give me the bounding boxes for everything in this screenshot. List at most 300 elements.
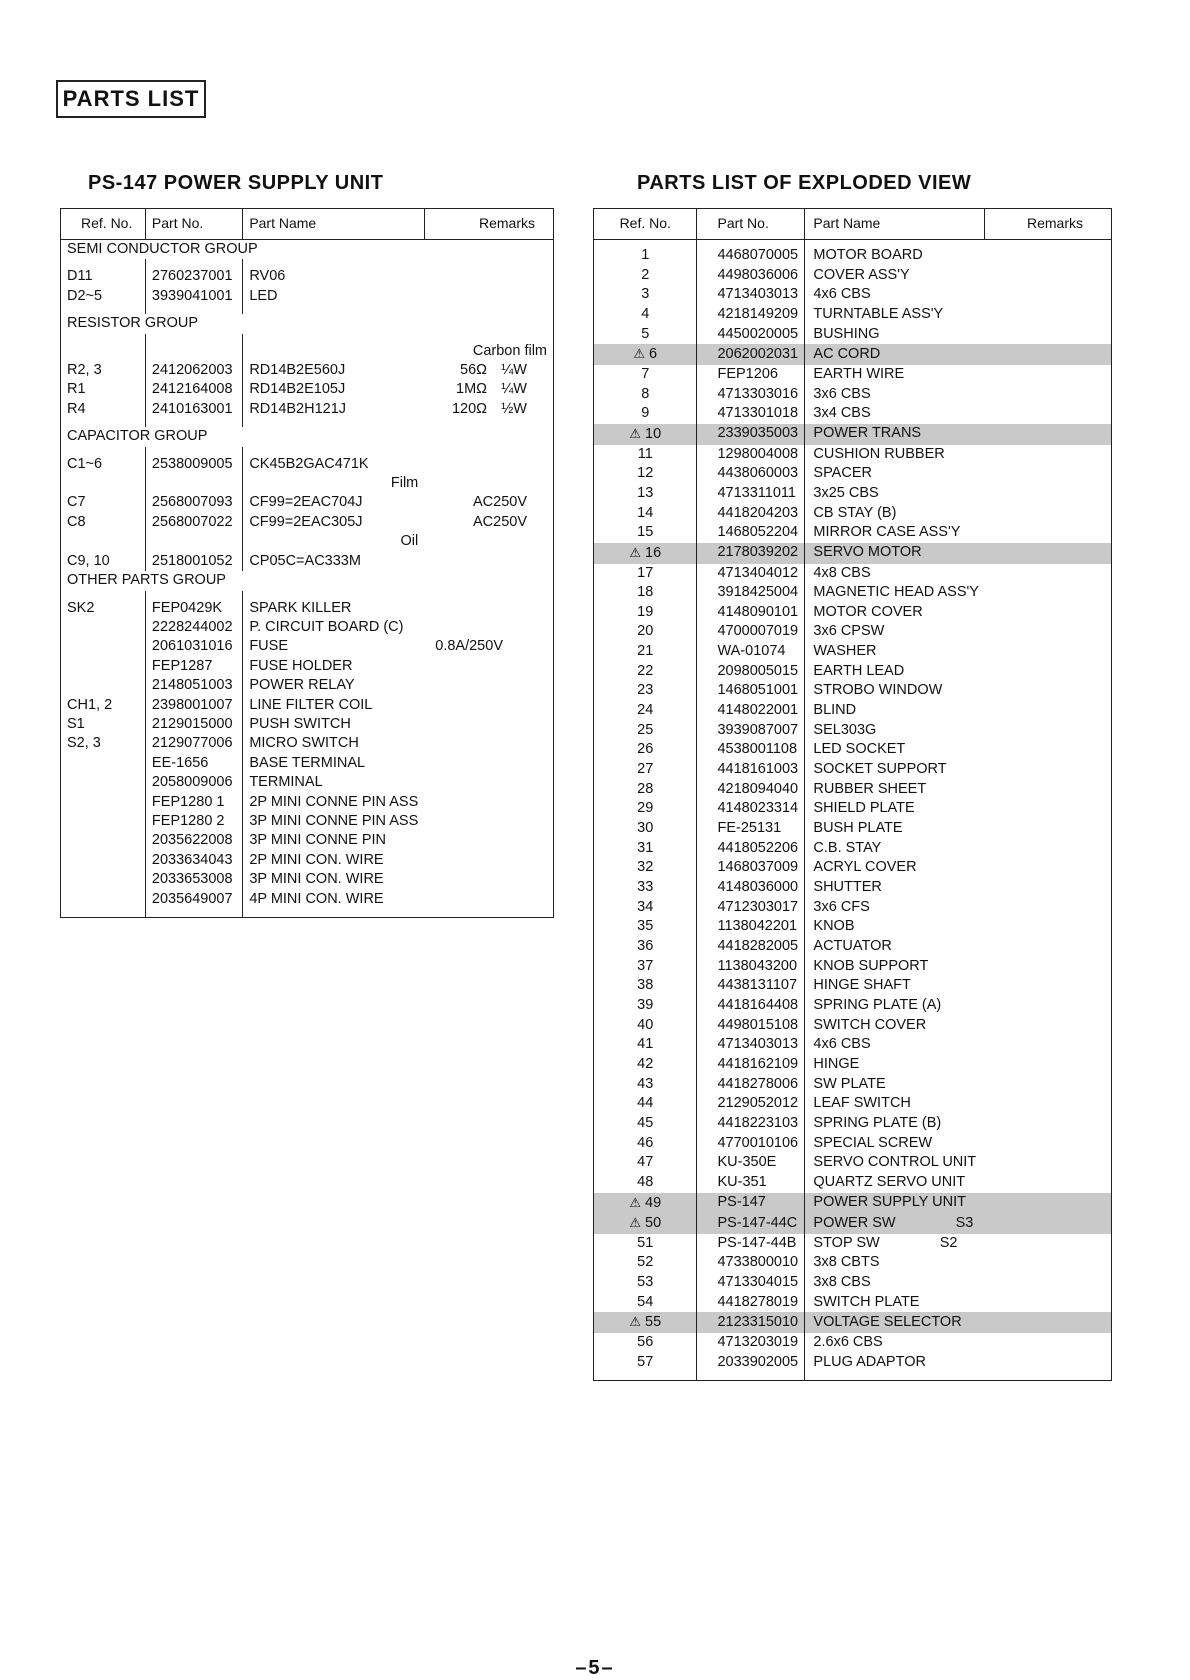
- part-no: 4713304015: [697, 1273, 805, 1293]
- part-no: 2568007093: [145, 493, 242, 512]
- part-no: 4713403013: [697, 1035, 805, 1055]
- part-name: LED: [243, 287, 424, 306]
- part-no: FEP1280 2: [145, 812, 242, 831]
- part-name: [805, 1016, 985, 1036]
- table-row: [61, 493, 554, 512]
- spacer-cell: [145, 447, 242, 455]
- part-name-value: RUBBER SHEET: [813, 780, 927, 797]
- table-row: [61, 455, 554, 474]
- part-no: 2339035003: [697, 424, 805, 445]
- part-name: [805, 662, 985, 682]
- ref-no: [594, 1213, 697, 1234]
- part-name: [805, 484, 985, 504]
- part-no: 2410163001: [145, 400, 242, 419]
- table-row: [61, 696, 554, 715]
- remarks: [424, 493, 553, 512]
- ref-no-value: 31: [637, 839, 654, 856]
- ref-no: [61, 793, 146, 812]
- table-row: [594, 305, 1112, 325]
- part-no: 4700007019: [697, 622, 805, 642]
- part-name-value: MOTOR BOARD: [813, 247, 923, 263]
- spacer-row: [61, 447, 554, 455]
- part-name: [805, 1075, 985, 1095]
- table-row: [594, 1193, 1112, 1214]
- spacer-cell: [61, 447, 146, 455]
- ref-no: [594, 957, 697, 977]
- safety-warning-icon: ⚠: [633, 346, 646, 362]
- ref-no-value: 30: [637, 820, 654, 837]
- part-no: 3918425004: [697, 583, 805, 603]
- spacer-cell: [424, 334, 553, 342]
- part-no: EE-1656: [145, 754, 242, 773]
- table-row: [594, 543, 1112, 564]
- part-no: 2035649007: [145, 890, 242, 909]
- part-name: [805, 839, 985, 859]
- part-name-value: 3x4 CBS: [813, 405, 871, 422]
- spacer-cell: [145, 259, 242, 267]
- part-name-value: SERVO CONTROL UNIT: [813, 1154, 977, 1171]
- remarks: [985, 799, 1112, 819]
- part-name-value: SOCKET SUPPORT: [813, 761, 947, 778]
- part-no: 4148090101: [697, 603, 805, 623]
- part-name: TERMINAL: [243, 773, 424, 792]
- table-row: [594, 1273, 1112, 1293]
- ref-no: [61, 851, 146, 870]
- table-row: [594, 1234, 1112, 1254]
- part-name: [805, 622, 985, 642]
- part-name: [805, 760, 985, 780]
- ref-no: [594, 1094, 697, 1114]
- table-row: [594, 240, 1112, 266]
- ref-no: [594, 1016, 697, 1036]
- remarks: [985, 305, 1112, 325]
- part-no: 4713203019: [697, 1333, 805, 1353]
- remarks: [985, 1173, 1112, 1193]
- part-no: PS-147-44C: [697, 1213, 805, 1234]
- spacer-cell: [145, 909, 242, 918]
- part-no: 4148036000: [697, 878, 805, 898]
- ref-no-value: 32: [637, 859, 654, 876]
- ps147-parts-table: [60, 208, 554, 918]
- remarks: [985, 240, 1112, 266]
- part-name-value: 4x8 CBS: [813, 564, 871, 581]
- remarks: [985, 564, 1112, 584]
- table-row: [594, 799, 1112, 819]
- ref-no: [594, 898, 697, 918]
- ref-no: [594, 404, 697, 424]
- remarks: [424, 618, 553, 637]
- ref-no: [594, 799, 697, 819]
- table-row: [594, 721, 1112, 741]
- part-name: [805, 996, 985, 1016]
- remarks: [985, 285, 1112, 305]
- remarks: [985, 385, 1112, 405]
- remarks: [985, 858, 1112, 878]
- ref-no: [594, 760, 697, 780]
- ref-no: [594, 543, 697, 564]
- wattage: ¼W: [501, 362, 527, 379]
- part-no: 4498015108: [697, 1016, 805, 1036]
- part-name-value: BLIND: [813, 702, 857, 719]
- part-name: [805, 603, 985, 623]
- ref-no-value: 39: [637, 996, 654, 1013]
- col-part-name: Part Name: [243, 209, 424, 240]
- ps147-section-title: PS-147 POWER SUPPLY UNIT: [88, 172, 384, 194]
- part-no: 4713303016: [697, 385, 805, 405]
- part-name: [805, 681, 985, 701]
- spacer-cell: [145, 306, 242, 314]
- part-no: KU-350E: [697, 1153, 805, 1173]
- remarks: [985, 937, 1112, 957]
- table-row: [61, 831, 554, 850]
- part-no: 1138043200: [697, 957, 805, 977]
- ref-no-value: 42: [637, 1055, 654, 1072]
- remarks: [424, 267, 553, 286]
- part-no: 4418204203: [697, 504, 805, 524]
- ref-no: S2, 3: [67, 735, 101, 752]
- table-row: [61, 890, 554, 909]
- remarks: [424, 754, 553, 773]
- table-row: [594, 523, 1112, 543]
- remarks: [985, 1114, 1112, 1134]
- table-row: [594, 878, 1112, 898]
- table-row: [61, 267, 554, 286]
- ref-no-value: 7: [641, 365, 650, 382]
- part-no: 2058009006: [145, 773, 242, 792]
- part-name: [805, 898, 985, 918]
- ref-no: [594, 858, 697, 878]
- part-no: 4418052206: [697, 839, 805, 859]
- table-row: [61, 773, 554, 792]
- ref-no: SK2: [67, 599, 95, 616]
- ref-no-value: 48: [637, 1173, 654, 1190]
- part-no: 1468052204: [697, 523, 805, 543]
- ref-no: [594, 385, 697, 405]
- switch-designator: S2: [939, 1234, 958, 1251]
- spacer-cell: [243, 419, 424, 427]
- remarks: [424, 715, 553, 734]
- ref-no: [594, 917, 697, 937]
- part-no: 2760237001: [145, 267, 242, 286]
- part-name: [805, 937, 985, 957]
- ref-no-value: 25: [637, 721, 654, 738]
- remarks: [424, 793, 553, 812]
- remarks: [985, 1094, 1112, 1114]
- part-name: [805, 878, 985, 898]
- remarks: [424, 890, 553, 909]
- part-no: 4713403013: [697, 285, 805, 305]
- ref-no: R2, 3: [67, 362, 102, 379]
- part-name-value: 3x25 CBS: [813, 484, 879, 501]
- wattage: ¼W: [501, 381, 527, 398]
- group-header-row: [61, 240, 554, 260]
- ref-no-value: 37: [637, 957, 654, 974]
- table-header-row: [61, 209, 554, 240]
- part-no: 1138042201: [697, 917, 805, 937]
- remarks: [985, 1055, 1112, 1075]
- ref-no-value: 29: [637, 800, 654, 817]
- remarks: [424, 676, 553, 695]
- remarks: [985, 1134, 1112, 1154]
- ref-no: D2~5: [67, 287, 103, 304]
- spacer-cell: [424, 259, 553, 267]
- part-no: 4733800010: [697, 1253, 805, 1273]
- safety-warning-icon: ⚠: [629, 1215, 641, 1231]
- part-no: 4148022001: [697, 701, 805, 721]
- ref-no: [594, 681, 697, 701]
- ref-no: [594, 662, 697, 682]
- part-no: 2178039202: [697, 543, 805, 564]
- part-name: [805, 325, 985, 345]
- part-no: WA-01074: [697, 642, 805, 662]
- ref-no: [594, 1193, 697, 1214]
- table-row: [594, 504, 1112, 524]
- spacer-cell: [145, 591, 242, 599]
- ref-no-value: 23: [637, 682, 654, 699]
- table-row: [594, 1312, 1112, 1333]
- ref-no: D11: [67, 268, 93, 285]
- part-no: [145, 532, 242, 551]
- part-name: [805, 1134, 985, 1154]
- remarks: [985, 404, 1112, 424]
- part-name: [805, 1173, 985, 1193]
- remarks: [985, 878, 1112, 898]
- ref-no: [61, 831, 146, 850]
- table-row: [61, 676, 554, 695]
- spacer-cell: [424, 909, 553, 918]
- table-row: [594, 266, 1112, 286]
- part-no: [145, 342, 242, 361]
- part-name: [805, 504, 985, 524]
- ref-no: [594, 365, 697, 385]
- part-name-value: EARTH WIRE: [813, 365, 905, 382]
- part-name: [805, 1333, 985, 1353]
- spacer-cell: [424, 419, 553, 427]
- ref-no: [594, 344, 697, 365]
- part-name: 2P MINI CON. WIRE: [243, 851, 424, 870]
- remarks: [985, 760, 1112, 780]
- part-name-value: HINGE SHAFT: [813, 977, 911, 994]
- table-row: [594, 701, 1112, 721]
- part-name: [243, 532, 424, 551]
- part-no: 4418162109: [697, 1055, 805, 1075]
- remarks: [985, 957, 1112, 977]
- spacer-cell: [61, 591, 146, 599]
- col-remarks: Remarks: [985, 209, 1112, 240]
- remarks: [985, 1253, 1112, 1273]
- remarks: [985, 701, 1112, 721]
- part-no: 2538009005: [145, 455, 242, 474]
- table-row: [61, 380, 554, 399]
- part-name-value: MIRROR CASE ASS'Y: [813, 524, 961, 541]
- remarks: [985, 543, 1112, 564]
- remarks: [424, 851, 553, 870]
- ref-no-value: 36: [637, 937, 654, 954]
- part-no: 4468070005: [697, 240, 805, 266]
- part-name-value: 3x8 CBTS: [813, 1254, 880, 1271]
- ref-no: S1: [67, 715, 85, 732]
- part-name-value: ACRYL COVER: [813, 859, 917, 876]
- table-row: [594, 583, 1112, 603]
- part-no: 1468051001: [697, 681, 805, 701]
- remarks: [985, 504, 1112, 524]
- spacer-cell: [61, 419, 146, 427]
- part-name-value: SPACER: [813, 465, 872, 482]
- ref-no: [594, 819, 697, 839]
- ref-no-value: 51: [637, 1234, 654, 1251]
- table-row: [594, 404, 1112, 424]
- ref-no: [594, 266, 697, 286]
- remarks: [985, 1273, 1112, 1293]
- part-no: 2568007022: [145, 513, 242, 532]
- ref-no: [594, 1253, 697, 1273]
- group-title: SEMI CONDUCTOR GROUP: [67, 241, 258, 257]
- remarks: [985, 603, 1112, 623]
- ref-no: [61, 890, 146, 909]
- voltage-rating: AC250V: [472, 494, 527, 511]
- part-name: [805, 1273, 985, 1293]
- ref-no: [594, 701, 697, 721]
- table-row: [61, 618, 554, 637]
- part-name: RV06: [243, 267, 424, 286]
- table-row: [594, 1134, 1112, 1154]
- table-row: [61, 637, 554, 656]
- ref-no-value: 4: [641, 305, 650, 322]
- part-no: 2035622008: [145, 831, 242, 850]
- ref-no: [594, 1035, 697, 1055]
- part-name-value: CUSHION RUBBER: [813, 445, 945, 462]
- ref-no: [594, 445, 697, 465]
- ref-no: [594, 1293, 697, 1313]
- spacer-cell: [61, 909, 146, 918]
- spacer-cell: [424, 591, 553, 599]
- ref-no: [594, 1173, 697, 1193]
- part-no: 2518001052: [145, 552, 242, 571]
- ref-no: [594, 583, 697, 603]
- ref-no-value: 3: [641, 286, 650, 303]
- table-row: [61, 715, 554, 734]
- table-row: [594, 385, 1112, 405]
- part-no: 2412062003: [145, 361, 242, 380]
- ref-no-value: 56: [637, 1334, 654, 1351]
- part-name: [805, 305, 985, 325]
- part-name: [805, 819, 985, 839]
- part-no: FE-25131: [697, 819, 805, 839]
- table-row: [594, 365, 1112, 385]
- part-name-value: SHIELD PLATE: [813, 800, 915, 817]
- ref-no-value: 21: [637, 643, 654, 660]
- part-no: 2033653008: [145, 870, 242, 889]
- table-row: [594, 1075, 1112, 1095]
- table-row: [594, 285, 1112, 305]
- part-no: FEP1280 1: [145, 793, 242, 812]
- ref-no: [594, 464, 697, 484]
- part-name-value: POWER SW: [813, 1214, 896, 1231]
- part-name: [805, 976, 985, 996]
- group-header-row: [61, 571, 554, 590]
- remarks: [985, 662, 1112, 682]
- table-row: [594, 1055, 1112, 1075]
- ref-no: CH1, 2: [67, 696, 113, 713]
- ref-no: [594, 780, 697, 800]
- ref-no: [594, 325, 697, 345]
- part-name: [805, 464, 985, 484]
- part-name: RD14B2H121J: [243, 400, 424, 419]
- remarks: [424, 773, 553, 792]
- part-name: 3P MINI CONNE PIN ASS: [243, 812, 424, 831]
- remarks: [985, 1312, 1112, 1333]
- table-row: [594, 839, 1112, 859]
- ref-no: [594, 424, 697, 445]
- part-name: LINE FILTER COIL: [243, 696, 424, 715]
- part-no: PS-147-44B: [697, 1234, 805, 1254]
- remarks: [985, 996, 1112, 1016]
- col-part-no: Part No.: [697, 209, 805, 240]
- ref-no: R1: [67, 381, 86, 398]
- ref-no: [594, 740, 697, 760]
- ref-no: [594, 976, 697, 996]
- safety-warning-icon: ⚠: [629, 1314, 641, 1330]
- part-name-value: MAGNETIC HEAD ASS'Y: [813, 584, 979, 601]
- part-name: [805, 344, 985, 365]
- part-no: 4148023314: [697, 799, 805, 819]
- remarks: [985, 583, 1112, 603]
- exploded-view-parts-table: [593, 208, 1112, 1381]
- remarks: [985, 1153, 1112, 1173]
- ref-no-value: 54: [637, 1293, 654, 1310]
- table-row: [594, 662, 1112, 682]
- group-title: CAPACITOR GROUP: [67, 428, 208, 445]
- ref-no-value: 55: [645, 1314, 662, 1331]
- ref-no-value: 17: [637, 564, 654, 581]
- ref-no: [594, 1055, 697, 1075]
- group-header-row: [61, 427, 554, 446]
- part-name: [805, 780, 985, 800]
- table-row: [594, 740, 1112, 760]
- part-no: 3939041001: [145, 287, 242, 306]
- ref-no-value: 14: [637, 504, 654, 521]
- part-name: [805, 240, 985, 266]
- part-name-value: SWITCH PLATE: [813, 1293, 920, 1310]
- remarks: [424, 380, 553, 399]
- table-row: [61, 734, 554, 753]
- table-row: [594, 1253, 1112, 1273]
- table-row: [594, 484, 1112, 504]
- spacer-row: [61, 334, 554, 342]
- table-row: [61, 287, 554, 306]
- part-name: CF99=2EAC704J: [243, 493, 424, 512]
- remarks: [985, 681, 1112, 701]
- part-no: FEP1287: [145, 657, 242, 676]
- remarks: [424, 657, 553, 676]
- ref-no: [594, 622, 697, 642]
- note-row: [61, 532, 554, 551]
- table-row: [594, 1035, 1112, 1055]
- part-name: P. CIRCUIT BOARD (C): [243, 618, 424, 637]
- part-name: 3P MINI CON. WIRE: [243, 870, 424, 889]
- spacer-cell: [424, 306, 553, 314]
- part-name: [243, 342, 424, 361]
- remarks: [985, 642, 1112, 662]
- part-name: [805, 385, 985, 405]
- spacer-row: [61, 909, 554, 918]
- part-name: RD14B2E105J: [243, 380, 424, 399]
- table-row: [594, 1293, 1112, 1313]
- part-no: FEP0429K: [145, 599, 242, 618]
- ref-no-value: 47: [637, 1154, 654, 1171]
- part-name: 3P MINI CONNE PIN: [243, 831, 424, 850]
- part-name: [805, 1353, 985, 1381]
